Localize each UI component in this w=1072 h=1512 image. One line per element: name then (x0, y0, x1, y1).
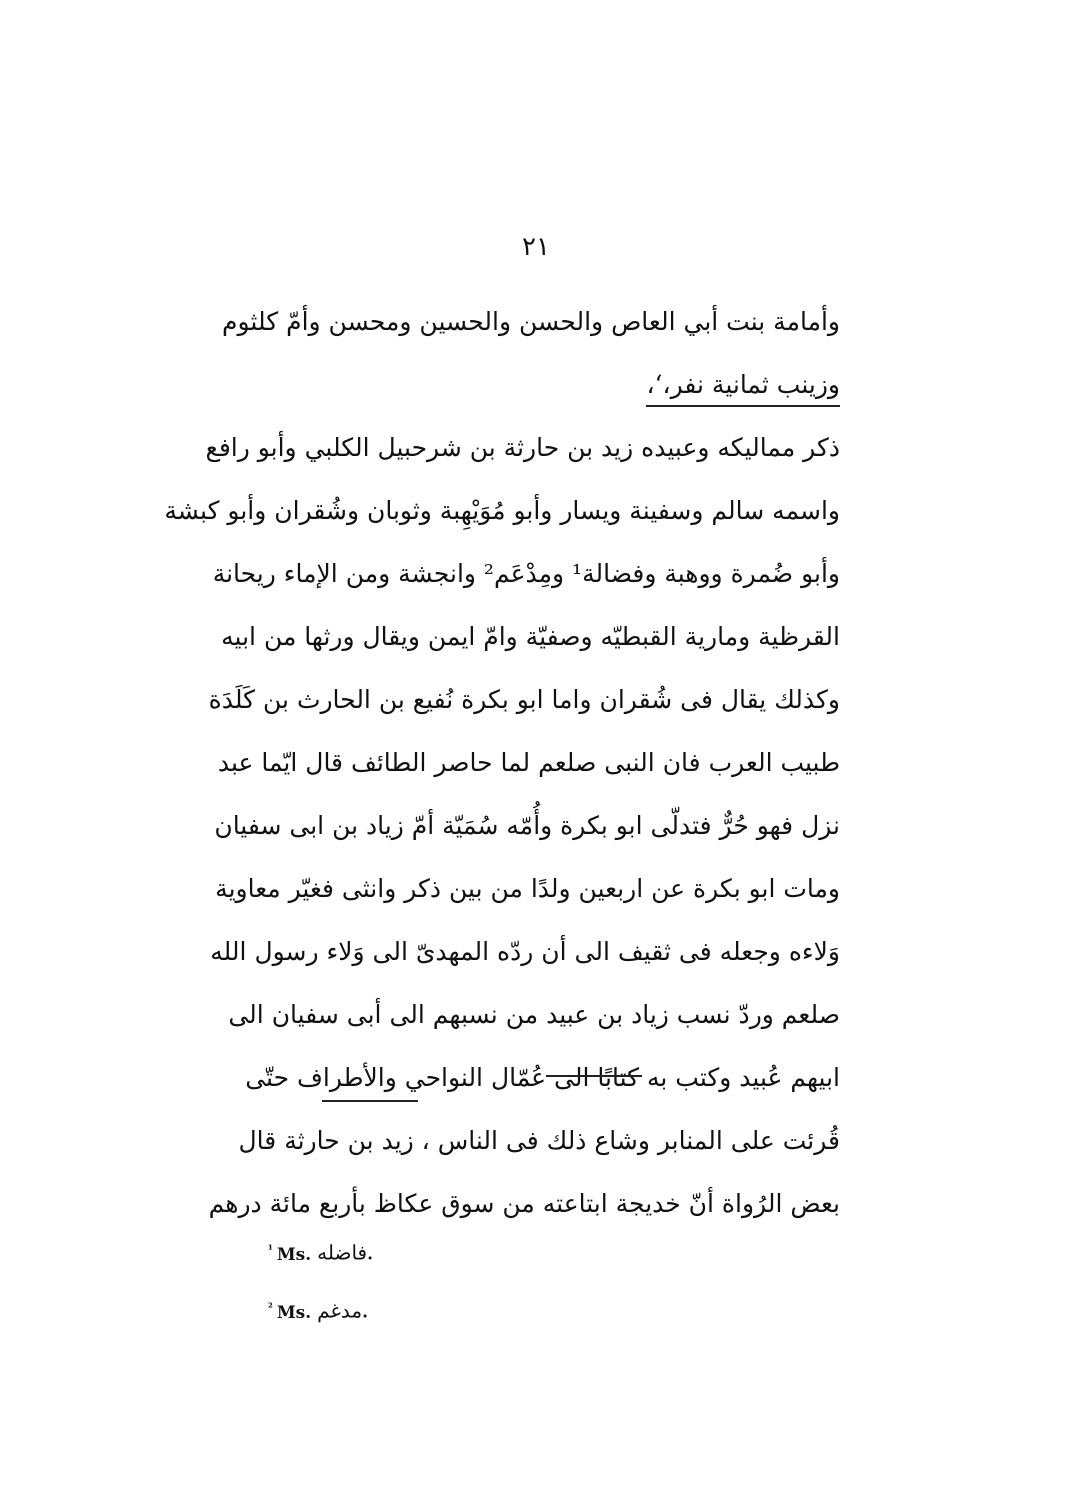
text-line: واسمه سالم وسفينة ويسار وأبو مُوَيْهِبة وثوبان وشُقران وأبو كبشة (164, 496, 840, 525)
footnote-end: . (362, 1302, 369, 1323)
text-line: ومات ابو بكرة عن اربعين ولدًا من بين ذكر وانثى فغيّر معاوية (215, 874, 840, 903)
overline-mark (546, 1075, 642, 1077)
footnote-word: فاضله (317, 1240, 368, 1265)
main-text (164, 290, 840, 1235)
footnote-word: مدغم (317, 1298, 363, 1323)
text-line: صلعم وردّ نسب زياد بن عبيد من نسبهم الى أبى سفيان الى (228, 1000, 840, 1029)
footnote-ms-label: Ms. (276, 1302, 312, 1323)
footnote-number: ² (268, 1301, 273, 1314)
footnote-end: . (367, 1244, 374, 1265)
footnotes (268, 1232, 568, 1348)
footnote-ms-label: Ms. (276, 1244, 312, 1265)
text-line: القرظية ومارية القبطيّه وصفيّة وامّ ايمن ويقال ورثها من ابيه (221, 622, 840, 651)
text-line: وأمامة بنت أبي العاص والحسن والحسين ومحسن وأمّ كلثوم (222, 307, 840, 336)
text-line: وأبو ضُمرة ووهبة وفضالة¹ ومِدْعَم² وانجشة ومن الإماء ريحانة (212, 559, 840, 588)
footnote-number: ¹ (268, 1243, 273, 1256)
text-line: طبيب العرب فان النبى صلعم لما حاصر الطائف قال ايّما عبد (217, 748, 840, 777)
section-divider (646, 405, 840, 407)
text-line: وزينب ثمانية نفر،‘، (646, 370, 840, 399)
text-line: بعض الرُواة أنّ خديجة ابتاعته من سوق عكاظ بأربع مائة درهم (208, 1189, 840, 1218)
footnote-2 (268, 1290, 568, 1348)
text-line: وَلاءه وجعله فى ثقيف الى أن ردّه المهدىّ الى وَلاء رسول الله (210, 937, 840, 966)
text-line: نزل فهو حُرٌّ فتدلّى ابو بكرة وأُمّه سُمَيّة أمّ زياد بن ابى سفيان (214, 811, 840, 840)
page-number: ٢١ (522, 232, 550, 262)
text-line: قُرئت على المنابر وشاع ذلك فى الناس ، زيد بن حارثة قال (238, 1126, 840, 1155)
text-line: ذكر مماليكه وعبيده زيد بن حارثة بن شرحبيل الكلبي وأبو رافع (205, 433, 840, 462)
footnote-1 (268, 1232, 568, 1290)
text-line: ابيهم عُبيد وكتب به كتابًا الى عُمّال النواحي والأطراف حتّى (245, 1063, 840, 1092)
text-line: وكذلك يقال فى شُقران واما ابو بكرة نُفيع بن الحارث بن كَلَدَة (208, 685, 840, 714)
underline-mark (322, 1100, 418, 1102)
